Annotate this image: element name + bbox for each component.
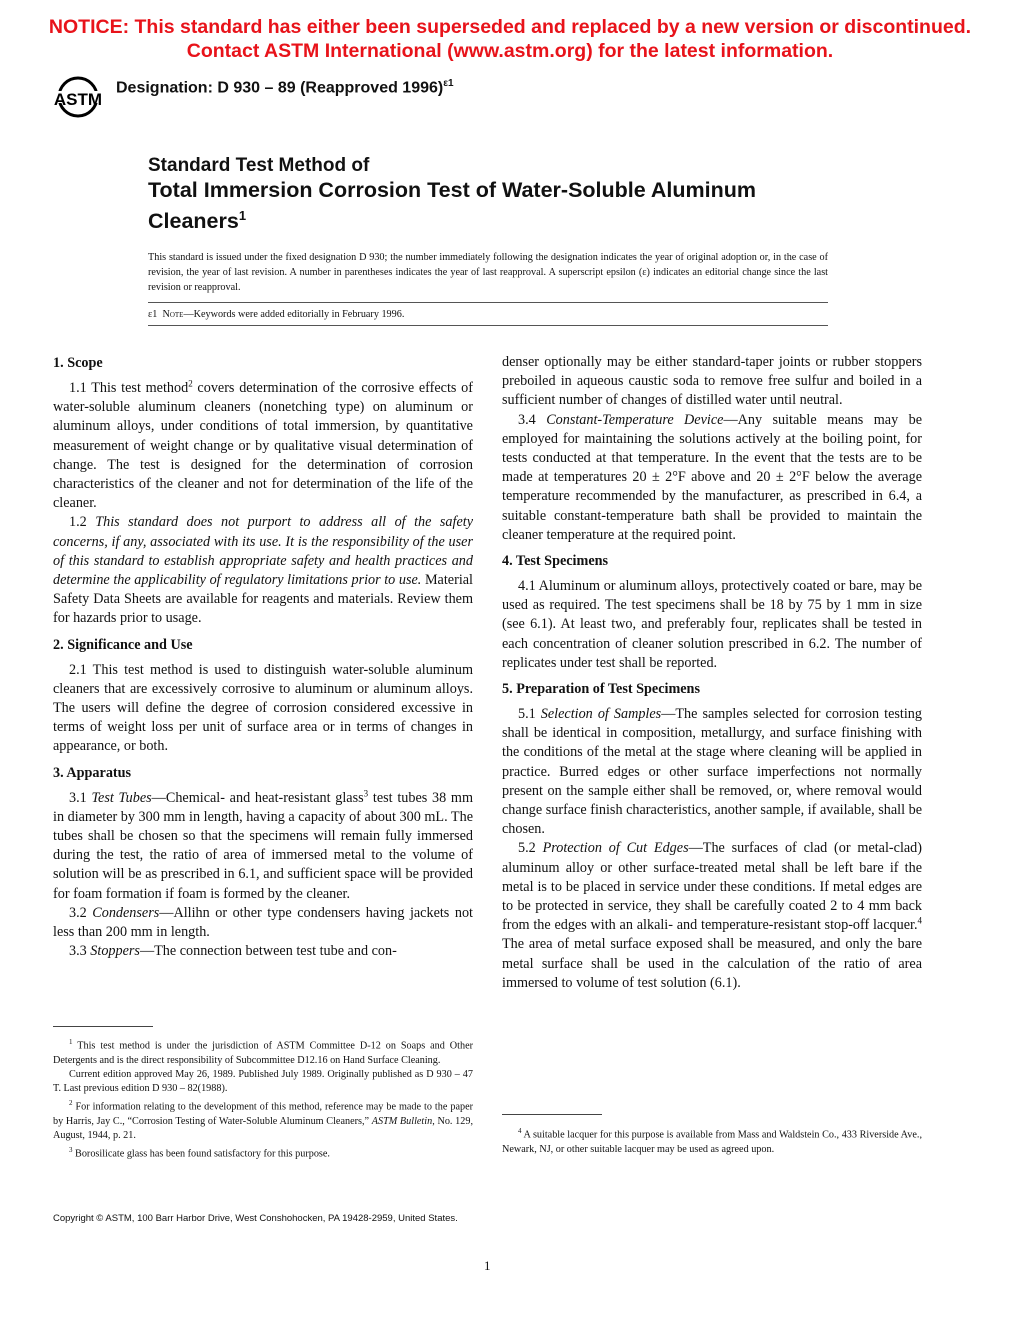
epsilon-note <box>148 309 404 320</box>
paragraph-3-3-continued: denser optionally may be either standard-taper joints or rubber stoppers preboiled in aqueous caustic soda to remove free sulfur and boiled in a sufficient number of changes of distilled water until neutral. <box>502 354 922 409</box>
section-heading-specimens: 4. Test Specimens <box>502 553 609 570</box>
notice-line-1: NOTICE: This standard has either been superseded and replaced by a new version or discontinued. <box>48 16 972 38</box>
section-heading-apparatus: 3. Apparatus <box>53 764 132 781</box>
note-text: —Keywords were added editorially in February 1996. <box>183 309 405 320</box>
divider-bottom <box>148 325 828 326</box>
document-title <box>148 154 848 234</box>
footnotes-left <box>53 1035 473 1162</box>
designation-text: Designation: D 930 – 89 (Reapproved 1996) <box>116 79 444 97</box>
footnote-4: $^4$ A suitable lacquer for this purpose is available from Mass and Waldstein Co., 433 Riverside Ave., Newark, NJ, or other suitable lacquer may be used as agreed upon. <box>502 1127 922 1155</box>
footnote-2: $^2$ For information relating to the development of this method, reference may be made to the paper by Harris, Jay C., “Corrosion Testing of Water-Soluble Aluminum Cleaners,” ASTM Bulletin, No. 129, August, 1944, p. 21. <box>53 1099 474 1141</box>
paragraph-3-1: 3.1 Test Tubes—Chemical- and heat-resistant glass$^3$ test tubes 38 mm in diameter by 300 mm in length, having a capacity of about 300 mL. The tubes shall be chosen so that the specimens will remain fully immersed during the test, the ratio of area of immersed metal to the volume of solution will be as prescribed in 6.1, and sufficient space will be provided for foam formation if foam is formed by the cleaner. <box>53 787 473 902</box>
title-main-text: Total Immersion Corrosion Test of Water-Soluble Aluminum Cleaners <box>148 178 757 234</box>
designation-epsilon: ε1 <box>443 78 454 89</box>
paragraph-5-2: 5.2 Protection of Cut Edges—The surfaces of clad (or metal-clad) aluminum alloy or other surface-treated metal shall be left bare if the metal is to be placed in service under these conditions. If metal edges are to be protected in service, they shall be carefully coated 2 to 4 mm back from the edges with an alkali- and temperature-resistant stop-off lacquer.$^4$ The area of metal surface exposed shall be measured, and only the bare metal surface shall be used in the calculation of the ratio of area immersed to volume of test solution (6.1). <box>502 840 922 991</box>
paragraph-3-4: 3.4 Constant-Temperature Device—Any suitable means may be employed for maintaining the solutions actively at the boiling point, for tests conducted at that temperature. In the event that the tests are to be made at temperatures 20 ± 2°F above and 20 ± 2°F below the average temperature recommended by the manufacturer, as prescribed in 6.4, a suitable constant-temperature bath shall be provided to maintain the cleaner temperature at the required point. <box>502 411 923 543</box>
astm-logo <box>52 76 104 118</box>
title-line-1: Standard Test Method of <box>148 155 370 176</box>
footnote-1-edition: Current edition approved May 26, 1989. Published July 1989. Originally published as D 930 – 47 T. Last previous edition D 930 – 82(1988). <box>53 1068 473 1094</box>
right-column <box>502 353 922 993</box>
paragraph-4-1: 4.1 Aluminum or aluminum alloys, protectively coated or bare, may be used as required. The test specimens shall be 18 by 75 by 1 mm in size (see 6.1). At least two, and preferably four, replicates shall be tested in each concentration of cleaner solution prescribed in 6.2. The number of replicates under test shall be reported. <box>502 578 922 671</box>
divider-top <box>148 302 828 303</box>
paragraph-2-1: 2.1 This test method is used to distinguish water-soluble aluminum cleaners that are excessively corrosive to aluminum or aluminum alloys. The users will define the degree of corrosion considered excessive in terms of weight loss per unit of surface area or in terms of changes in appearance, or both. <box>53 661 473 755</box>
section-heading-scope: 1. Scope <box>53 355 103 371</box>
footnote-rule-right <box>502 1114 602 1115</box>
footnote-1: $^1$ This test method is under the jurisdiction of ASTM Committee D-12 on Soaps and Other Detergents and is the direct responsibility of Subcommittee D12.16 on Hand Surface Cleaning. <box>53 1038 473 1066</box>
paragraph-5-1: 5.1 Selection of Samples—The samples selected for corrosion testing shall be identical in composition, metallurgy, and surface finishing with the conditions of the metal at the stage where cleaning will be applied in practice. Burred edges or other surface imperfections not normally present on the sample either shall be removed, or, where removal would change surface finish characteristics, another sample, if available, shall be chosen. <box>502 706 922 838</box>
page-number: 1 <box>484 1258 491 1273</box>
left-column <box>53 353 473 961</box>
epsilon-marker: ε1 <box>148 309 158 320</box>
title-footnote-marker: 1 <box>238 208 247 223</box>
title-main <box>148 178 848 234</box>
footnote-3: $^3$ Borosilicate glass has been found satisfactory for this purpose. <box>69 1146 330 1160</box>
superseded-notice <box>0 15 1020 63</box>
note-label: Note <box>162 309 184 320</box>
issued-statement: This standard is issued under the fixed designation D 930; the number immediately following the designation indicates the year of original adoption or, in the case of revision, the year of last revision. A number in parentheses indicates the year of last reapproval. A superscript epsilon (ε) indicates an editorial change since the last revision or reapproval. <box>148 252 828 293</box>
footnote-rule-left <box>53 1026 153 1027</box>
copyright-line: Copyright © ASTM, 100 Barr Harbor Drive, West Conshohocken, PA 19428-2959, United States. <box>53 1213 458 1224</box>
astm-logo-text: ASTM <box>53 90 103 109</box>
paragraph-3-3-start: 3.3 Stoppers—The connection between test tube and con- <box>69 943 397 960</box>
section-heading-significance: 2. Significance and Use <box>53 636 193 653</box>
section-heading-preparation: 5. Preparation of Test Specimens <box>502 681 700 698</box>
paragraph-3-2: 3.2 Condensers—Allihn or other type condensers having jackets not less than 200 mm in length. <box>53 904 473 941</box>
footnotes-right <box>502 1124 922 1157</box>
paragraph-1-2: 1.2 This standard does not purport to address all of the safety concerns, if any, associated with its use. It is the responsibility of the user of this standard to establish appropriate safety and health practices and determine the applicability of regulatory limitations prior to use. Material Safety Data Sheets are available for reagents and materials. Review them for hazards prior to usage. <box>53 514 473 627</box>
paragraph-1-1: 1.1 This test method$^2$ covers determination of the corrosive effects of water-soluble aluminum cleaners (nonetching type) on aluminum or aluminum alloys, under conditions of total immersion, by quantitative measurement of weight change or by qualitative visual determination of change. The test is designed for the determination of corrosion characteristics of the cleaner and not for determination of the life of the cleaner. <box>53 378 473 512</box>
designation <box>116 78 454 97</box>
notice-line-2: Contact ASTM International (www.astm.org) for the latest information. <box>186 40 834 62</box>
